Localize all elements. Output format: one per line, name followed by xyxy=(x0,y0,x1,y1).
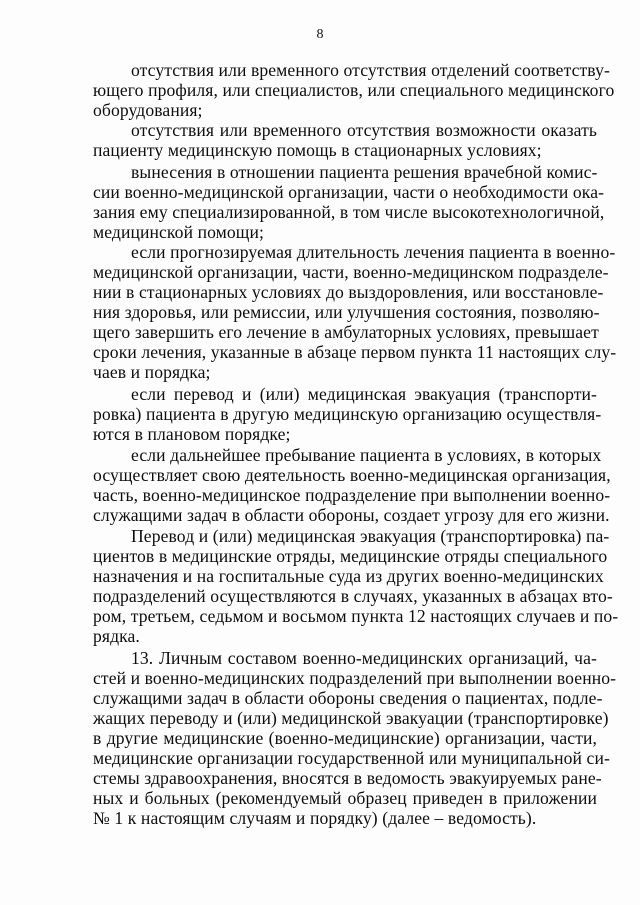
text-line: оборудования; xyxy=(93,100,203,120)
text-line: подразделений осуществляются в случаях, указанных в абзацах вто- xyxy=(93,586,613,606)
text-line: сии военно-медицинской организации, части о необходимости ока- xyxy=(93,182,605,202)
text-line: служащими задач в области обороны сведения о пациентах, подле- xyxy=(93,688,603,708)
text-line: рядка. xyxy=(93,626,140,646)
text-line: ром, третьем, седьмом и восьмом пункта 12 настоящих случаев и по- xyxy=(93,606,619,626)
text-line: медицинские организации государственной или муниципальной си- xyxy=(93,748,610,768)
text-line: отсутствия или временного отсутствия отделений соответству- xyxy=(131,60,610,80)
text-line: № 1 к настоящим случаям и порядку) (далее – ведомость). xyxy=(93,808,537,828)
text-line: часть, военно-медицинское подразделение при выполнении военно- xyxy=(93,485,611,505)
page-number: 8 xyxy=(316,27,324,42)
text-line: ных и больных (рекомендуемый образец приведен в приложении xyxy=(93,788,597,808)
text-line: ющего профиля, или специалистов, или специального медицинского xyxy=(93,80,615,100)
text-line: если дальнейшее пребывание пациента в условиях, в которых xyxy=(131,445,602,465)
text-line: медицинской помощи; xyxy=(93,222,264,242)
text-line: медицинской организации, части, военно-медицинском подразделе- xyxy=(93,262,609,282)
text-line: осуществляет свою деятельность военно-медицинская организация, xyxy=(93,465,611,485)
text-line: циентов в медицинские отряды, медицинские отряды специального xyxy=(93,546,608,566)
text-line: если прогнозируемая длительность лечения пациента в военно- xyxy=(131,242,616,262)
text-line: нии в стационарных условиях до выздоровления, или восстановле- xyxy=(93,282,604,302)
text-line: чаев и порядка; xyxy=(93,362,211,382)
text-line: пациенту медицинскую помощь в стационарных условиях; xyxy=(93,140,542,160)
text-line: жащих переводу и (или) медицинской эвакуации (транспортировке) xyxy=(93,708,609,728)
text-line: стей и военно-медицинских подразделений при выполнении военно- xyxy=(93,668,617,688)
text-line: ровка) пациента в другую медицинскую организацию осуществля- xyxy=(93,404,602,424)
text-line: щего завершить его лечение в амбулаторных условиях, превышает xyxy=(93,322,599,342)
text-line: Перевод и (или) медицинская эвакуация (транспортировка) па- xyxy=(131,526,610,546)
text-line: 13. Личным составом военно-медицинских организаций, ча- xyxy=(131,648,597,668)
text-line: вынесения в отношении пациента решения врачебной комис- xyxy=(131,162,598,182)
text-line: служащими задач в области обороны, создает угрозу для его жизни. xyxy=(93,505,610,525)
text-line: назначения и на госпитальные суда из других военно-медицинских xyxy=(93,566,604,586)
text-line: стемы здравоохранения, вносятся в ведомость эвакуируемых ране- xyxy=(93,768,602,788)
text-line: ются в плановом порядке; xyxy=(93,424,291,444)
text-line: если перевод и (или) медицинская эвакуация (транспорти- xyxy=(131,384,597,404)
text-line: в другие медицинские (военно-медицинские) организации, части, xyxy=(93,728,597,748)
text-line: отсутствия или временного отсутствия возможности оказать xyxy=(131,120,597,140)
text-line: ния здоровья, или ремиссии, или улучшения состояния, позволяю- xyxy=(93,302,600,322)
text-line: зания ему специализированной, в том числе высокотехнологичной, xyxy=(93,202,605,222)
text-line: сроки лечения, указанные в абзаце первом пункта 11 настоящих слу- xyxy=(93,342,617,362)
